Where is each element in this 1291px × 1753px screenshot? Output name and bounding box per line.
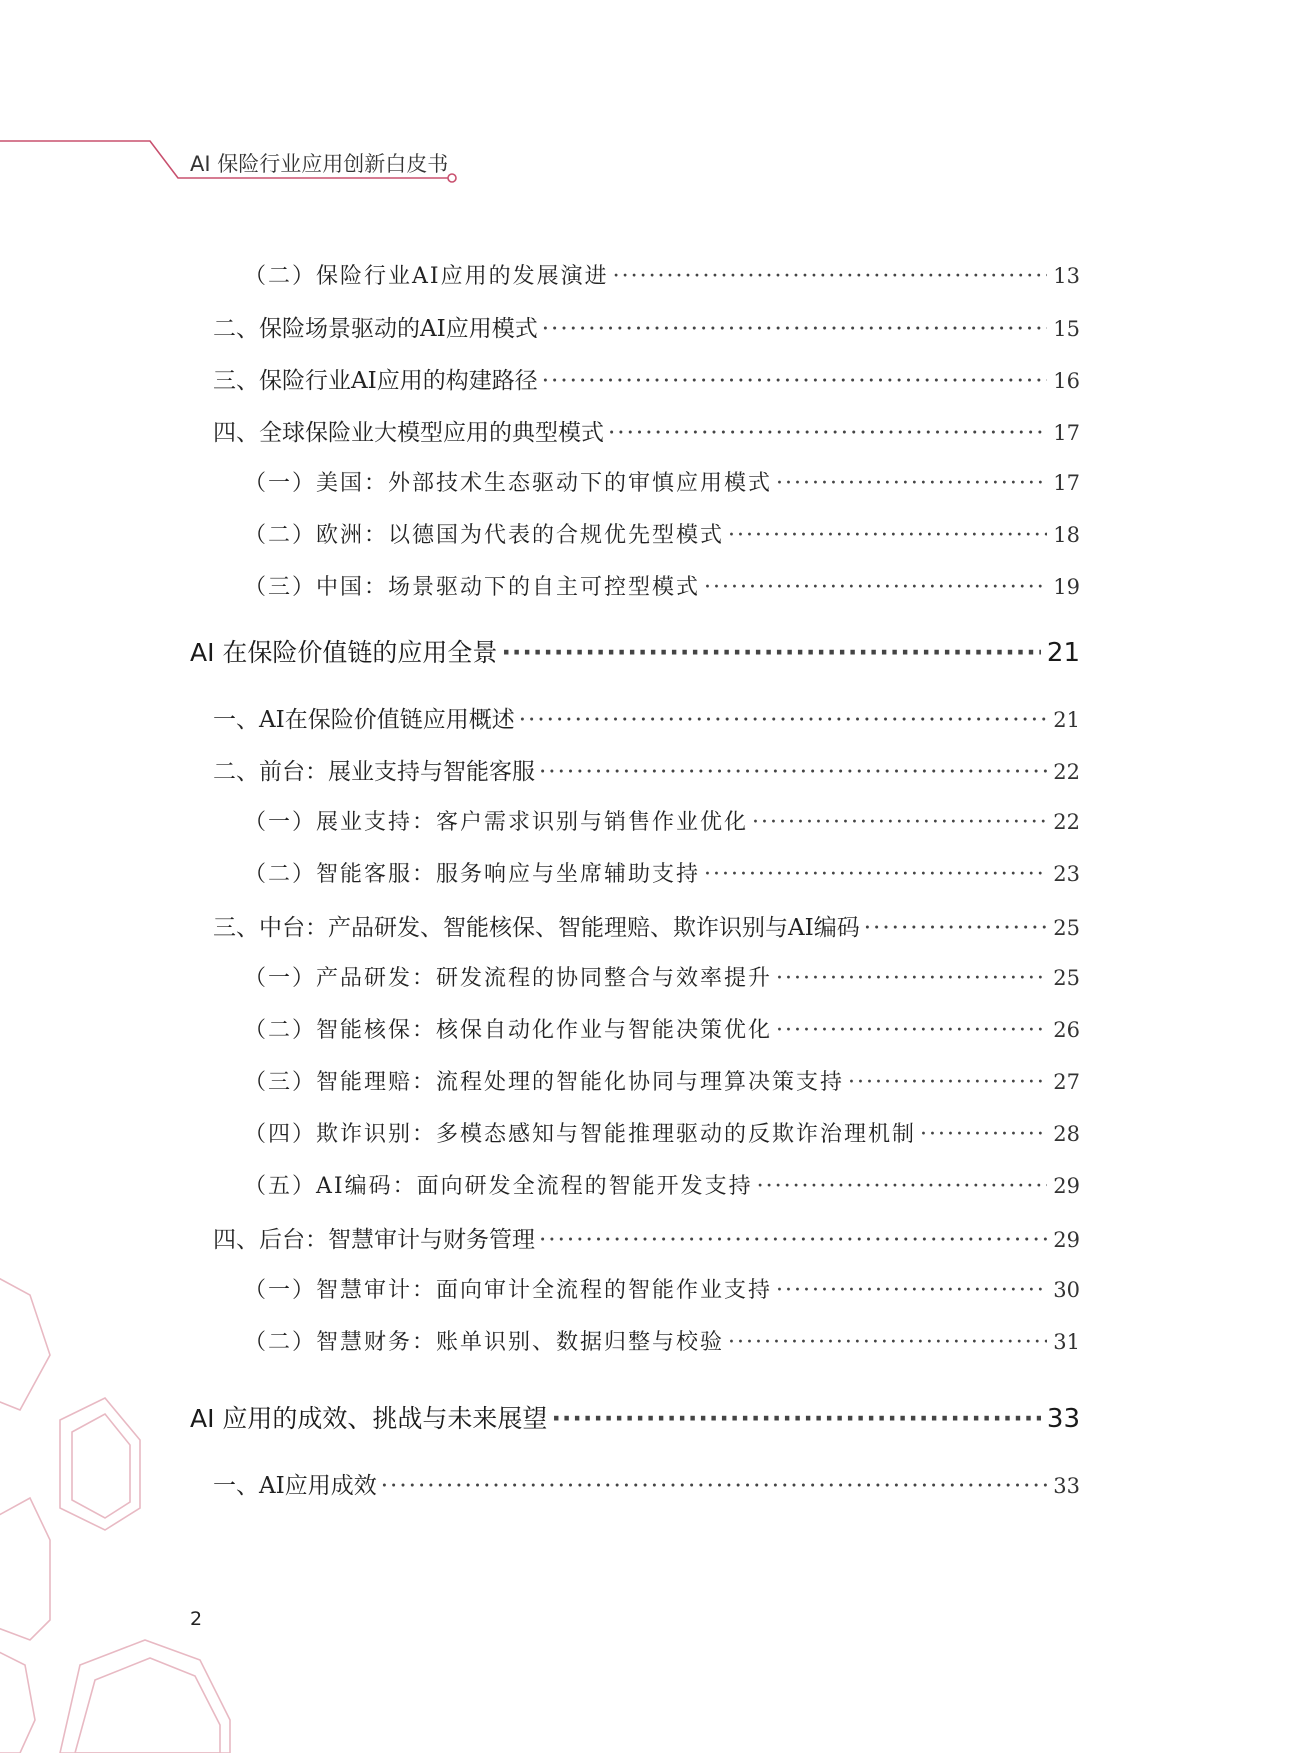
- toc-item-title: 三、保险行业AI应用的构建路径: [213, 368, 538, 394]
- toc-item[interactable]: [213, 414, 1080, 447]
- toc-leader-dots: [864, 915, 1048, 941]
- toc-item-page: 33: [1046, 1404, 1080, 1434]
- toc-item-page: 31: [1053, 1330, 1080, 1354]
- toc-chapter-item[interactable]: [190, 1399, 1080, 1435]
- header-title: AI 保险行业应用创新白皮书: [190, 152, 449, 176]
- toc-item-title: （三）中国：场景驱动下的自主可控型模式: [244, 575, 701, 600]
- toc-leader-dots: [704, 575, 1047, 600]
- toc-item[interactable]: [244, 1169, 1080, 1200]
- toc-leader-dots: [539, 759, 1047, 785]
- toc-item-page: 29: [1053, 1174, 1080, 1198]
- toc-item-title: （二）智能核保：核保自动化作业与智能决策优化: [244, 1018, 773, 1043]
- toc-item[interactable]: [244, 961, 1080, 992]
- toc-leader-dots: [501, 638, 1040, 667]
- toc-item-page: 26: [1053, 1018, 1080, 1042]
- toc-item[interactable]: [213, 1467, 1080, 1500]
- toc-leader-dots: [381, 1473, 1048, 1499]
- toc-leader-dots: [608, 420, 1047, 446]
- toc-item-page: 30: [1053, 1278, 1080, 1302]
- toc-leader-dots: [752, 810, 1047, 835]
- toc-item-page: 18: [1053, 523, 1080, 547]
- toc-leader-dots: [757, 1174, 1048, 1199]
- toc-leader-dots: [704, 862, 1047, 887]
- toc-item-title: 二、保险场景驱动的AI应用模式: [213, 316, 538, 342]
- toc-leader-dots: [542, 316, 1048, 342]
- toc-leader-dots: [776, 966, 1047, 991]
- toc-item[interactable]: [244, 570, 1080, 601]
- toc-item-title: （一）产品研发：研发流程的协同整合与效率提升: [244, 966, 773, 991]
- toc-item-page: 22: [1053, 810, 1080, 834]
- toc-item-title: 三、中台：产品研发、智能核保、智能理赔、欺诈识别与AI编码: [213, 915, 860, 941]
- toc-leader-dots: [728, 1330, 1047, 1355]
- toc-item-title: 二、前台：展业支持与智能客服: [213, 759, 535, 785]
- toc-leader-dots: [776, 471, 1047, 496]
- toc-item-page: 23: [1053, 862, 1080, 886]
- toc-leader-dots: [519, 707, 1048, 733]
- toc-item[interactable]: [244, 805, 1080, 836]
- toc-item[interactable]: [244, 259, 1080, 290]
- toc-item-page: 27: [1053, 1070, 1080, 1094]
- toc-item[interactable]: [244, 857, 1080, 888]
- toc-item-title: （一）智慧审计：面向审计全流程的智能作业支持: [244, 1278, 773, 1303]
- toc-leader-dots: [728, 523, 1047, 548]
- toc-item-page: 22: [1053, 760, 1080, 784]
- toc-item-title: （二）智慧财务：账单识别、数据归整与校验: [244, 1330, 725, 1355]
- toc-item[interactable]: [244, 1013, 1080, 1044]
- toc-item-title: AI 在保险价值链的应用全景: [190, 638, 498, 667]
- toc-item-title: 四、全球保险业大模型应用的典型模式: [213, 420, 604, 446]
- toc-leader-dots: [613, 264, 1048, 289]
- toc-item-title: （一）美国：外部技术生态驱动下的审慎应用模式: [244, 471, 773, 496]
- toc-item-title: （二）欧洲：以德国为代表的合规优先型模式: [244, 523, 725, 548]
- toc-item-page: 25: [1053, 916, 1080, 940]
- toc-leader-dots: [920, 1122, 1047, 1147]
- toc-item-page: 25: [1053, 966, 1080, 990]
- toc-item-page: 17: [1053, 421, 1080, 445]
- hexagon-pattern-icon: [0, 1268, 230, 1753]
- toc-item-title: AI 应用的成效、挑战与未来展望: [190, 1404, 548, 1433]
- toc-item[interactable]: [213, 362, 1080, 395]
- toc-item-title: 一、AI应用成效: [213, 1473, 377, 1499]
- toc-item-page: 33: [1053, 1474, 1080, 1498]
- toc-item-page: 16: [1053, 369, 1080, 393]
- toc-item-title: （二）智能客服：服务响应与坐席辅助支持: [244, 862, 701, 887]
- toc-leader-dots: [542, 368, 1048, 394]
- toc-item-title: （五）AI编码：面向研发全流程的智能开发支持: [244, 1174, 753, 1199]
- toc-item-title: （二）保险行业AI应用的发展演进: [244, 264, 609, 289]
- toc-item-page: 28: [1053, 1122, 1080, 1146]
- toc-item-title: （四）欺诈识别：多模态感知与智能推理驱动的反欺诈治理机制: [244, 1122, 917, 1147]
- toc-item-title: （一）展业支持：客户需求识别与销售作业优化: [244, 810, 749, 835]
- toc-item-title: 一、AI在保险价值链应用概述: [213, 707, 515, 733]
- toc-item-page: 21: [1053, 708, 1080, 732]
- toc-item-page: 17: [1053, 471, 1080, 495]
- toc-item[interactable]: [213, 909, 1080, 942]
- toc-leader-dots: [776, 1018, 1047, 1043]
- toc-item[interactable]: [244, 1325, 1080, 1356]
- toc-item[interactable]: [244, 466, 1080, 497]
- toc-leader-dots: [551, 1404, 1040, 1433]
- toc-item[interactable]: [213, 1221, 1080, 1254]
- toc-item-title: 四、后台：智慧审计与财务管理: [213, 1227, 535, 1253]
- toc-item[interactable]: [244, 1117, 1080, 1148]
- toc-item[interactable]: [213, 701, 1080, 734]
- toc-item-page: 19: [1053, 575, 1080, 599]
- toc-leader-dots: [776, 1278, 1047, 1303]
- toc-item[interactable]: [244, 1065, 1080, 1096]
- toc-item-title: （三）智能理赔：流程处理的智能化协同与理算决策支持: [244, 1070, 845, 1095]
- page-number: 2: [190, 1608, 203, 1630]
- toc-item[interactable]: [244, 518, 1080, 549]
- toc-leader-dots: [848, 1070, 1047, 1095]
- toc-item-page: 21: [1046, 638, 1080, 668]
- toc-item-page: 15: [1053, 317, 1080, 341]
- toc-leader-dots: [539, 1227, 1047, 1253]
- toc-item[interactable]: [213, 753, 1080, 786]
- toc-item[interactable]: [213, 310, 1080, 343]
- toc-chapter-item[interactable]: [190, 633, 1080, 669]
- toc-item-page: 13: [1053, 264, 1080, 288]
- toc-item[interactable]: [244, 1273, 1080, 1304]
- toc-item-page: 29: [1053, 1228, 1080, 1252]
